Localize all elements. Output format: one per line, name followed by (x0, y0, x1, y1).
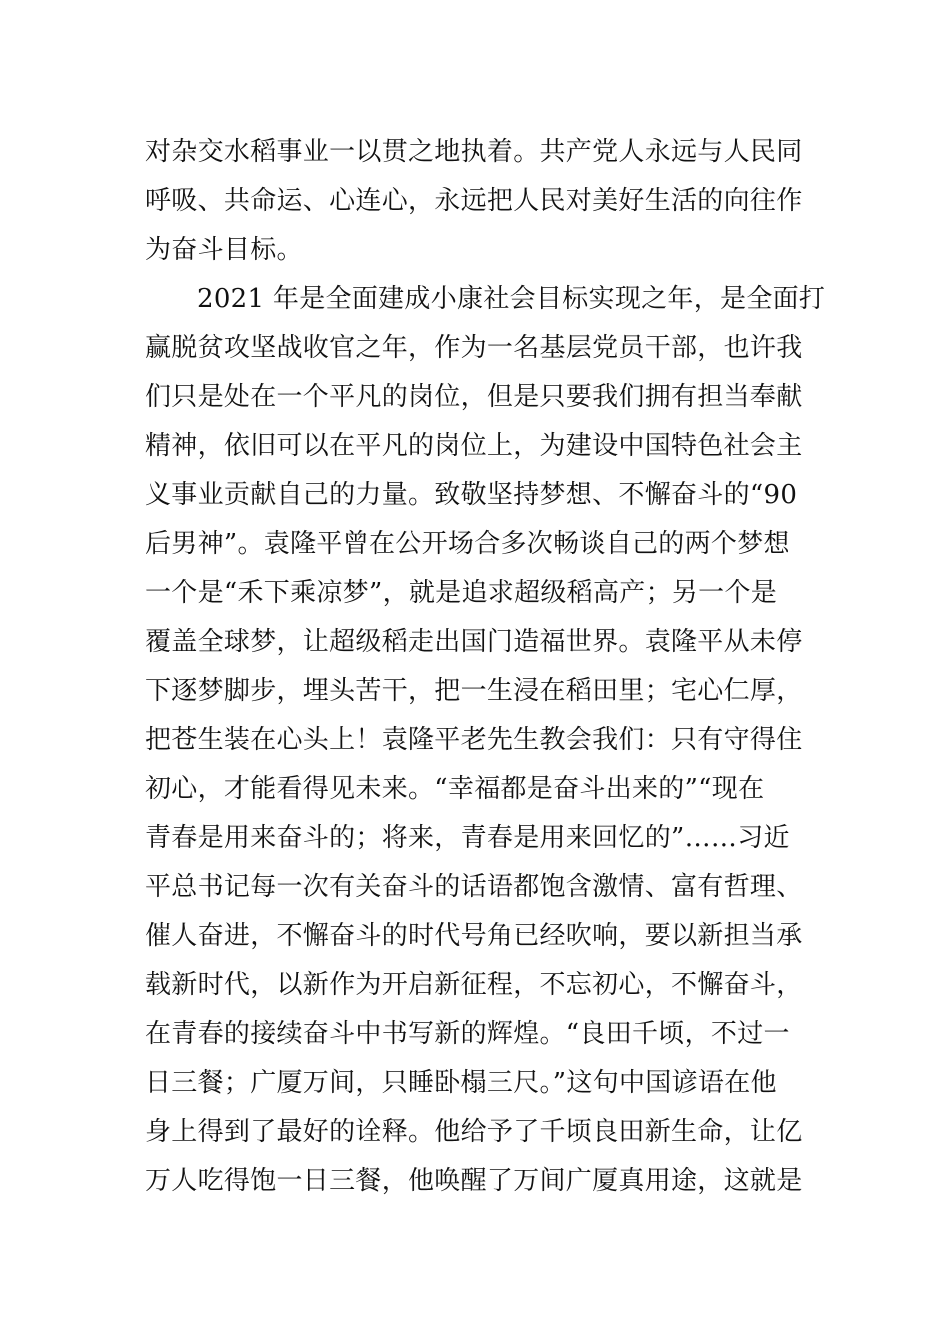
text-line: 呼吸、共命运、心连心，永远把人民对美好生活的向往作 (145, 186, 803, 216)
text-line: 义事业贡献自己的力量。致敬坚持梦想、不懈奋斗的“90 (145, 480, 798, 510)
document-body (145, 128, 826, 1206)
text-line: 万人吃得饱一日三餐，他唤醒了万间广厦真用途，这就是 (145, 1166, 803, 1196)
text-line: 平总书记每一次有关奋斗的话语都饱含激情、富有哲理、 (145, 872, 803, 902)
text-line: 催人奋进，不懈奋斗的时代号角已经吹响，要以新担当承 (145, 921, 803, 951)
text-line: 下逐梦脚步，埋头苦干，把一生浸在稻田里；宅心仁厚， (145, 676, 803, 706)
text-line: 们只是处在一个平凡的岗位，但是只要我们拥有担当奉献 (145, 382, 803, 412)
text-line: 一个是“禾下乘凉梦”，就是追求超级稻高产；另一个是 (145, 578, 778, 608)
text-line: 覆盖全球梦，让超级稻走出国门造福世界。袁隆平从未停 (145, 627, 803, 657)
paragraph-first-line: 2021 年是全面建成小康社会目标实现之年，是全面打 (197, 284, 826, 314)
text-line: 为奋斗目标。 (145, 235, 303, 265)
text-line: 把苍生装在心头上！袁隆平老先生教会我们：只有守得住 (145, 725, 803, 755)
text-line: 后男神”。袁隆平曾在公开场合多次畅谈自己的两个梦想 (145, 529, 790, 559)
text-line: 精神，依旧可以在平凡的岗位上，为建设中国特色社会主 (145, 431, 803, 461)
text-line: 对杂交水稻事业一以贯之地执着。共产党人永远与人民同 (145, 137, 803, 167)
text-line: 在青春的接续奋斗中书写新的辉煌。“良田千顷，不过一 (145, 1019, 790, 1049)
text-line: 载新时代，以新作为开启新征程，不忘初心，不懈奋斗， (145, 970, 803, 1000)
text-line: 身上得到了最好的诠释。他给予了千顷良田新生命，让亿 (145, 1117, 803, 1147)
text-line: 青春是用来奋斗的；将来，青春是用来回忆的”……习近 (145, 823, 790, 853)
text-line: 赢脱贫攻坚战收官之年，作为一名基层党员干部，也许我 (145, 333, 803, 363)
text-line: 初心，才能看得见未来。“幸福都是奋斗出来的”“现在 (145, 774, 765, 804)
text-line: 日三餐；广厦万间，只睡卧榻三尺。”这句中国谚语在他 (145, 1068, 777, 1098)
